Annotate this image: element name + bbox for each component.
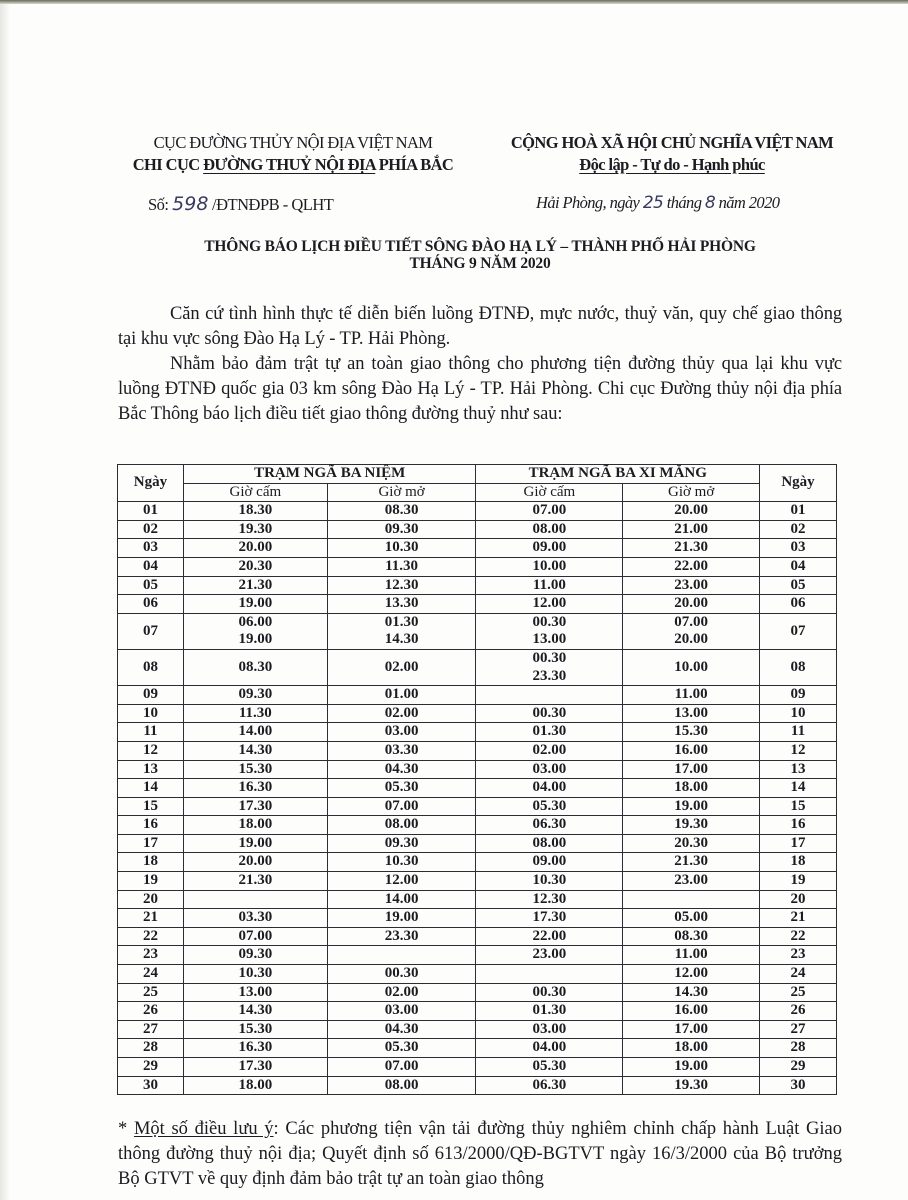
day-cell: 13 [118, 760, 184, 779]
s2-open-cell: 11.00 [623, 686, 760, 705]
s2-closed-cell: 03.00 [476, 760, 623, 779]
s1-closed-cell: 18.30 [183, 502, 327, 521]
s1-open-cell: 04.30 [327, 1020, 476, 1039]
day-cell: 19 [118, 872, 184, 891]
table-row [118, 741, 837, 760]
s1-open-cell [327, 946, 476, 965]
number-code: /ĐTNĐPB - QLHT [208, 195, 334, 214]
s1-open-cell: 07.00 [327, 797, 476, 816]
title-line-2: THÁNG 9 NĂM 2020 [409, 255, 551, 272]
day-right-cell: 15 [760, 797, 837, 816]
header-station-ngaba-ximang: TRẠM NGÃ BA XI MĂNG [476, 465, 760, 484]
s1-closed-cell: 19.00 [183, 834, 327, 853]
s2-open-cell: 21.00 [623, 520, 760, 539]
table-row [118, 557, 837, 576]
day-right-cell: 10 [760, 704, 837, 723]
table-row [118, 613, 837, 649]
s2-open-cell: 16.00 [623, 1002, 760, 1021]
table-row [118, 946, 837, 965]
table-row [118, 816, 837, 835]
note-prefix: * [118, 1119, 134, 1139]
note-label: Một số điều lưu ý [133, 1119, 274, 1139]
day-right-cell: 25 [760, 983, 837, 1002]
s1-open-cell: 04.30 [327, 760, 476, 779]
s1-open-cell: 03.00 [327, 723, 476, 742]
s2-closed-cell: 17.30 [476, 909, 623, 928]
s1-closed-cell: 17.30 [183, 797, 327, 816]
s2-open-cell: 18.00 [623, 1039, 760, 1058]
s1-open-cell: 14.00 [327, 890, 476, 909]
table-row [118, 1058, 837, 1077]
day-right-cell: 16 [760, 816, 837, 835]
day-right-cell: 12 [760, 741, 837, 760]
s1-open-cell: 07.00 [327, 1058, 476, 1077]
s1-open-cell: 01.00 [327, 686, 476, 705]
day-right-cell: 02 [760, 520, 837, 539]
day-right-cell: 23 [760, 946, 837, 965]
day-cell: 03 [118, 539, 184, 558]
table-row [118, 760, 837, 779]
s1-closed-cell: 13.00 [183, 983, 327, 1002]
day-right-cell: 28 [760, 1039, 837, 1058]
s1-closed-cell: 18.00 [183, 1076, 327, 1095]
s2-open-cell: 21.30 [623, 539, 760, 558]
table-row [118, 834, 837, 853]
s1-closed-cell: 19.30 [183, 520, 327, 539]
s2-open-cell: 18.00 [623, 779, 760, 798]
day-cell: 05 [118, 576, 184, 595]
scan-left-edge [0, 4, 10, 1200]
table-row [118, 1076, 837, 1095]
s2-closed-cell: 07.00 [476, 502, 623, 521]
issuing-agency-block [118, 132, 468, 176]
s1-closed-cell: 18.00 [183, 816, 327, 835]
day-cell: 06 [118, 595, 184, 614]
s1-open-cell: 03.30 [327, 741, 476, 760]
table-row [118, 779, 837, 798]
s2-closed-cell: 04.00 [476, 779, 623, 798]
s2-open-cell: 20.00 [623, 502, 760, 521]
s1-closed-cell: 06.00 19.00 [183, 613, 327, 649]
s2-open-cell: 23.00 [623, 576, 760, 595]
s1-closed-cell: 08.30 [183, 649, 327, 685]
s2-closed-cell: 00.30 23.30 [476, 649, 623, 685]
nation-name: CỘNG HOÀ XÃ HỘI CHỦ NGHĨA VIỆT NAM [510, 133, 834, 152]
s2-open-cell: 05.00 [623, 909, 760, 928]
paragraph-purpose-text: Nhằm bảo đảm trật tự an toàn giao thông cho phương tiện đường thủy qua lại khu vực luồng ĐTNĐ quốc gia 03 km sông Đào Hạ Lý - TP. Hải Phòng. Chi cục Đường thủy nội địa phía Bắc Thông báo lịch điều tiết giao thông đường thuỷ như sau: [118, 354, 842, 424]
s2-closed-cell [476, 686, 623, 705]
s2-open-cell [623, 890, 760, 909]
table-row [118, 723, 837, 742]
day-cell: 24 [118, 965, 184, 984]
s2-closed-cell: 10.30 [476, 872, 623, 891]
s1-closed-cell: 09.30 [183, 946, 327, 965]
s2-open-cell: 16.00 [623, 741, 760, 760]
s2-closed-cell: 09.00 [476, 539, 623, 558]
s1-closed-cell: 11.30 [183, 704, 327, 723]
sub-agency-name [118, 154, 468, 176]
s2-closed-cell: 00.30 [476, 704, 623, 723]
table-row [118, 965, 837, 984]
table-row [118, 797, 837, 816]
day-right-cell: 20 [760, 890, 837, 909]
note-paragraph [118, 1117, 842, 1192]
s1-open-cell: 11.30 [327, 557, 476, 576]
paragraph-purpose [118, 352, 842, 427]
s2-open-cell: 21.30 [623, 853, 760, 872]
sub-agency-prefix: CHI CỤC [132, 155, 204, 174]
day-cell: 20 [118, 890, 184, 909]
table-row [118, 649, 837, 685]
s1-open-cell: 10.30 [327, 539, 476, 558]
document-number [148, 193, 333, 215]
s2-closed-cell: 10.00 [476, 557, 623, 576]
day-right-cell: 04 [760, 557, 837, 576]
s1-closed-cell [183, 890, 327, 909]
s1-open-cell: 03.00 [327, 1002, 476, 1021]
day-cell: 25 [118, 983, 184, 1002]
number-label: Số: [148, 195, 173, 214]
national-header-block [492, 132, 852, 176]
day-right-cell: 22 [760, 927, 837, 946]
day-right-cell: 13 [760, 760, 837, 779]
day-cell: 02 [118, 520, 184, 539]
s1-closed-cell: 10.30 [183, 965, 327, 984]
s1-closed-cell: 16.30 [183, 779, 327, 798]
table-row [118, 539, 837, 558]
s1-closed-cell: 03.30 [183, 909, 327, 928]
s2-open-cell: 19.30 [623, 1076, 760, 1095]
table-row [118, 1039, 837, 1058]
s2-closed-cell: 03.00 [476, 1020, 623, 1039]
day-right-cell: 30 [760, 1076, 837, 1095]
day-right-cell: 14 [760, 779, 837, 798]
s2-open-cell: 07.00 20.00 [623, 613, 760, 649]
table-row [118, 502, 837, 521]
day-right-cell: 05 [760, 576, 837, 595]
year-text: năm 2020 [715, 193, 780, 212]
s2-open-cell: 17.00 [623, 760, 760, 779]
day-cell: 26 [118, 1002, 184, 1021]
s1-open-cell: 13.30 [327, 595, 476, 614]
day-cell: 14 [118, 779, 184, 798]
day-cell: 11 [118, 723, 184, 742]
day-cell: 01 [118, 502, 184, 521]
scan-top-edge [0, 0, 908, 4]
day-right-cell: 26 [760, 1002, 837, 1021]
day-cell: 29 [118, 1058, 184, 1077]
s2-open-cell: 17.00 [623, 1020, 760, 1039]
s1-open-cell: 05.30 [327, 1039, 476, 1058]
s2-closed-cell: 01.30 [476, 723, 623, 742]
note-text: : Các phương tiện vận tải đường thủy nghiêm chỉnh chấp hành Luật Giao thông đường thuỷ nội địa; Quyết định số 613/2000/QĐ-BGTVT ngày 16/3/2000 của Bộ trưởng Bộ GTVT về quy định đảm bảo trật tự an toàn giao thông [118, 1119, 843, 1189]
day-cell: 04 [118, 557, 184, 576]
s1-closed-cell: 20.00 [183, 853, 327, 872]
day-cell: 15 [118, 797, 184, 816]
day-cell: 08 [118, 649, 184, 685]
day-cell: 28 [118, 1039, 184, 1058]
s2-closed-cell: 06.30 [476, 816, 623, 835]
day-right-cell: 29 [760, 1058, 837, 1077]
s2-open-cell: 13.00 [623, 704, 760, 723]
s1-open-cell: 02.00 [327, 649, 476, 685]
day-right-cell: 11 [760, 723, 837, 742]
s2-closed-cell: 09.00 [476, 853, 623, 872]
s2-open-cell: 15.30 [623, 723, 760, 742]
table-row [118, 686, 837, 705]
s2-closed-cell: 01.30 [476, 1002, 623, 1021]
s1-closed-cell: 09.30 [183, 686, 327, 705]
header-s1-open: Giờ mở [327, 483, 476, 502]
day-cell: 18 [118, 853, 184, 872]
s2-closed-cell: 04.00 [476, 1039, 623, 1058]
day-cell: 07 [118, 613, 184, 649]
day-right-cell: 03 [760, 539, 837, 558]
s1-open-cell: 19.00 [327, 909, 476, 928]
day-cell: 21 [118, 909, 184, 928]
table-row [118, 872, 837, 891]
paragraph-basis-text: Căn cứ tình hình thực tế diễn biến luồng ĐTNĐ, mực nước, thuỷ văn, quy chế giao thông tại khu vực sông Đào Hạ Lý - TP. Hải Phòng. [118, 304, 842, 349]
header-s1-closed: Giờ cấm [183, 483, 327, 502]
s1-closed-cell: 07.00 [183, 927, 327, 946]
s2-open-cell: 19.30 [623, 816, 760, 835]
s2-closed-cell: 06.30 [476, 1076, 623, 1095]
day-cell: 23 [118, 946, 184, 965]
s1-open-cell: 02.00 [327, 704, 476, 723]
table-subheader-row [118, 483, 837, 502]
day-right-cell: 21 [760, 909, 837, 928]
s2-open-cell: 11.00 [623, 946, 760, 965]
day-cell: 16 [118, 816, 184, 835]
s1-closed-cell: 19.00 [183, 595, 327, 614]
day-cell: 12 [118, 741, 184, 760]
s1-closed-cell: 15.30 [183, 760, 327, 779]
number-handwritten: 598 [172, 193, 209, 215]
s1-open-cell: 12.30 [327, 576, 476, 595]
header-station-ngaba-niem: TRẠM NGÃ BA NIỆM [183, 465, 476, 484]
s1-closed-cell: 16.30 [183, 1039, 327, 1058]
table-row [118, 576, 837, 595]
s2-open-cell: 22.00 [623, 557, 760, 576]
month-handwritten: 8 [704, 193, 716, 213]
s2-open-cell: 20.30 [623, 834, 760, 853]
s1-open-cell: 08.30 [327, 502, 476, 521]
month-label: tháng [663, 193, 705, 212]
s2-open-cell: 14.30 [623, 983, 760, 1002]
s2-closed-cell: 11.00 [476, 576, 623, 595]
table-header-row [118, 465, 837, 484]
table-row [118, 1020, 837, 1039]
s2-closed-cell: 23.00 [476, 946, 623, 965]
s1-open-cell: 10.30 [327, 853, 476, 872]
s2-closed-cell: 08.00 [476, 834, 623, 853]
header-day-right: Ngày [760, 465, 837, 502]
s1-open-cell: 02.00 [327, 983, 476, 1002]
s1-closed-cell: 17.30 [183, 1058, 327, 1077]
header-s2-open: Giờ mở [623, 483, 760, 502]
day-right-cell: 08 [760, 649, 837, 685]
s1-closed-cell: 20.30 [183, 557, 327, 576]
table-row [118, 853, 837, 872]
header-s2-closed: Giờ cấm [476, 483, 623, 502]
s2-closed-cell: 12.00 [476, 595, 623, 614]
s2-closed-cell: 00.30 13.00 [476, 613, 623, 649]
s1-closed-cell: 14.30 [183, 1002, 327, 1021]
s1-closed-cell: 21.30 [183, 872, 327, 891]
s1-closed-cell: 14.30 [183, 741, 327, 760]
table-row [118, 909, 837, 928]
table-row [118, 595, 837, 614]
s1-open-cell: 09.30 [327, 834, 476, 853]
s2-open-cell: 08.30 [623, 927, 760, 946]
s1-open-cell: 08.00 [327, 1076, 476, 1095]
table-row [118, 983, 837, 1002]
table-body [118, 502, 837, 1095]
table-row [118, 1002, 837, 1021]
day-handwritten: 25 [642, 193, 664, 213]
s2-closed-cell: 22.00 [476, 927, 623, 946]
table-row [118, 704, 837, 723]
s2-open-cell: 12.00 [623, 965, 760, 984]
sub-agency-suffix: PHÍA BẮC [375, 155, 454, 174]
day-cell: 10 [118, 704, 184, 723]
table-row [118, 890, 837, 909]
day-right-cell: 09 [760, 686, 837, 705]
agency-name: CỤC ĐƯỜNG THỦY NỘI ĐỊA VIỆT NAM [153, 133, 433, 152]
day-cell: 22 [118, 927, 184, 946]
title-line-1: THÔNG BÁO LỊCH ĐIỀU TIẾT SÔNG ĐÀO HẠ LÝ – THÀNH PHỐ HẢI PHÒNG [204, 238, 756, 255]
s2-closed-cell: 05.30 [476, 797, 623, 816]
sub-agency-underlined: ĐƯỜNG THUỶ NỘI ĐỊA [203, 155, 376, 174]
paragraph-basis [118, 302, 842, 352]
day-right-cell: 19 [760, 872, 837, 891]
s1-closed-cell: 20.00 [183, 539, 327, 558]
s1-open-cell: 12.00 [327, 872, 476, 891]
s2-closed-cell: 08.00 [476, 520, 623, 539]
s2-open-cell: 19.00 [623, 797, 760, 816]
s2-closed-cell: 02.00 [476, 741, 623, 760]
day-right-cell: 27 [760, 1020, 837, 1039]
s2-closed-cell: 12.30 [476, 890, 623, 909]
day-cell: 17 [118, 834, 184, 853]
day-cell: 30 [118, 1076, 184, 1095]
table-row [118, 520, 837, 539]
s1-open-cell: 23.30 [327, 927, 476, 946]
day-cell: 09 [118, 686, 184, 705]
s2-open-cell: 20.00 [623, 595, 760, 614]
s1-open-cell: 08.00 [327, 816, 476, 835]
s1-closed-cell: 15.30 [183, 1020, 327, 1039]
day-right-cell: 01 [760, 502, 837, 521]
place-prefix: Hải Phòng, ngày [536, 193, 643, 212]
place-date [536, 193, 779, 213]
s2-closed-cell: 00.30 [476, 983, 623, 1002]
motto [492, 154, 852, 176]
day-right-cell: 17 [760, 834, 837, 853]
s2-open-cell: 23.00 [623, 872, 760, 891]
day-right-cell: 24 [760, 965, 837, 984]
day-right-cell: 18 [760, 853, 837, 872]
schedule-table [117, 464, 837, 1095]
s1-closed-cell: 14.00 [183, 723, 327, 742]
s2-closed-cell: 05.30 [476, 1058, 623, 1077]
s1-open-cell: 01.30 14.30 [327, 613, 476, 649]
s1-closed-cell: 21.30 [183, 576, 327, 595]
table-row [118, 927, 837, 946]
s2-closed-cell [476, 965, 623, 984]
day-right-cell: 06 [760, 595, 837, 614]
motto-text: Độc lập - Tự do - Hạnh phúc [579, 155, 765, 174]
s1-open-cell: 09.30 [327, 520, 476, 539]
s2-open-cell: 19.00 [623, 1058, 760, 1077]
s1-open-cell: 05.30 [327, 779, 476, 798]
document-title [100, 238, 860, 272]
day-cell: 27 [118, 1020, 184, 1039]
s2-open-cell: 10.00 [623, 649, 760, 685]
header-day: Ngày [118, 465, 184, 502]
s1-open-cell: 00.30 [327, 965, 476, 984]
day-right-cell: 07 [760, 613, 837, 649]
